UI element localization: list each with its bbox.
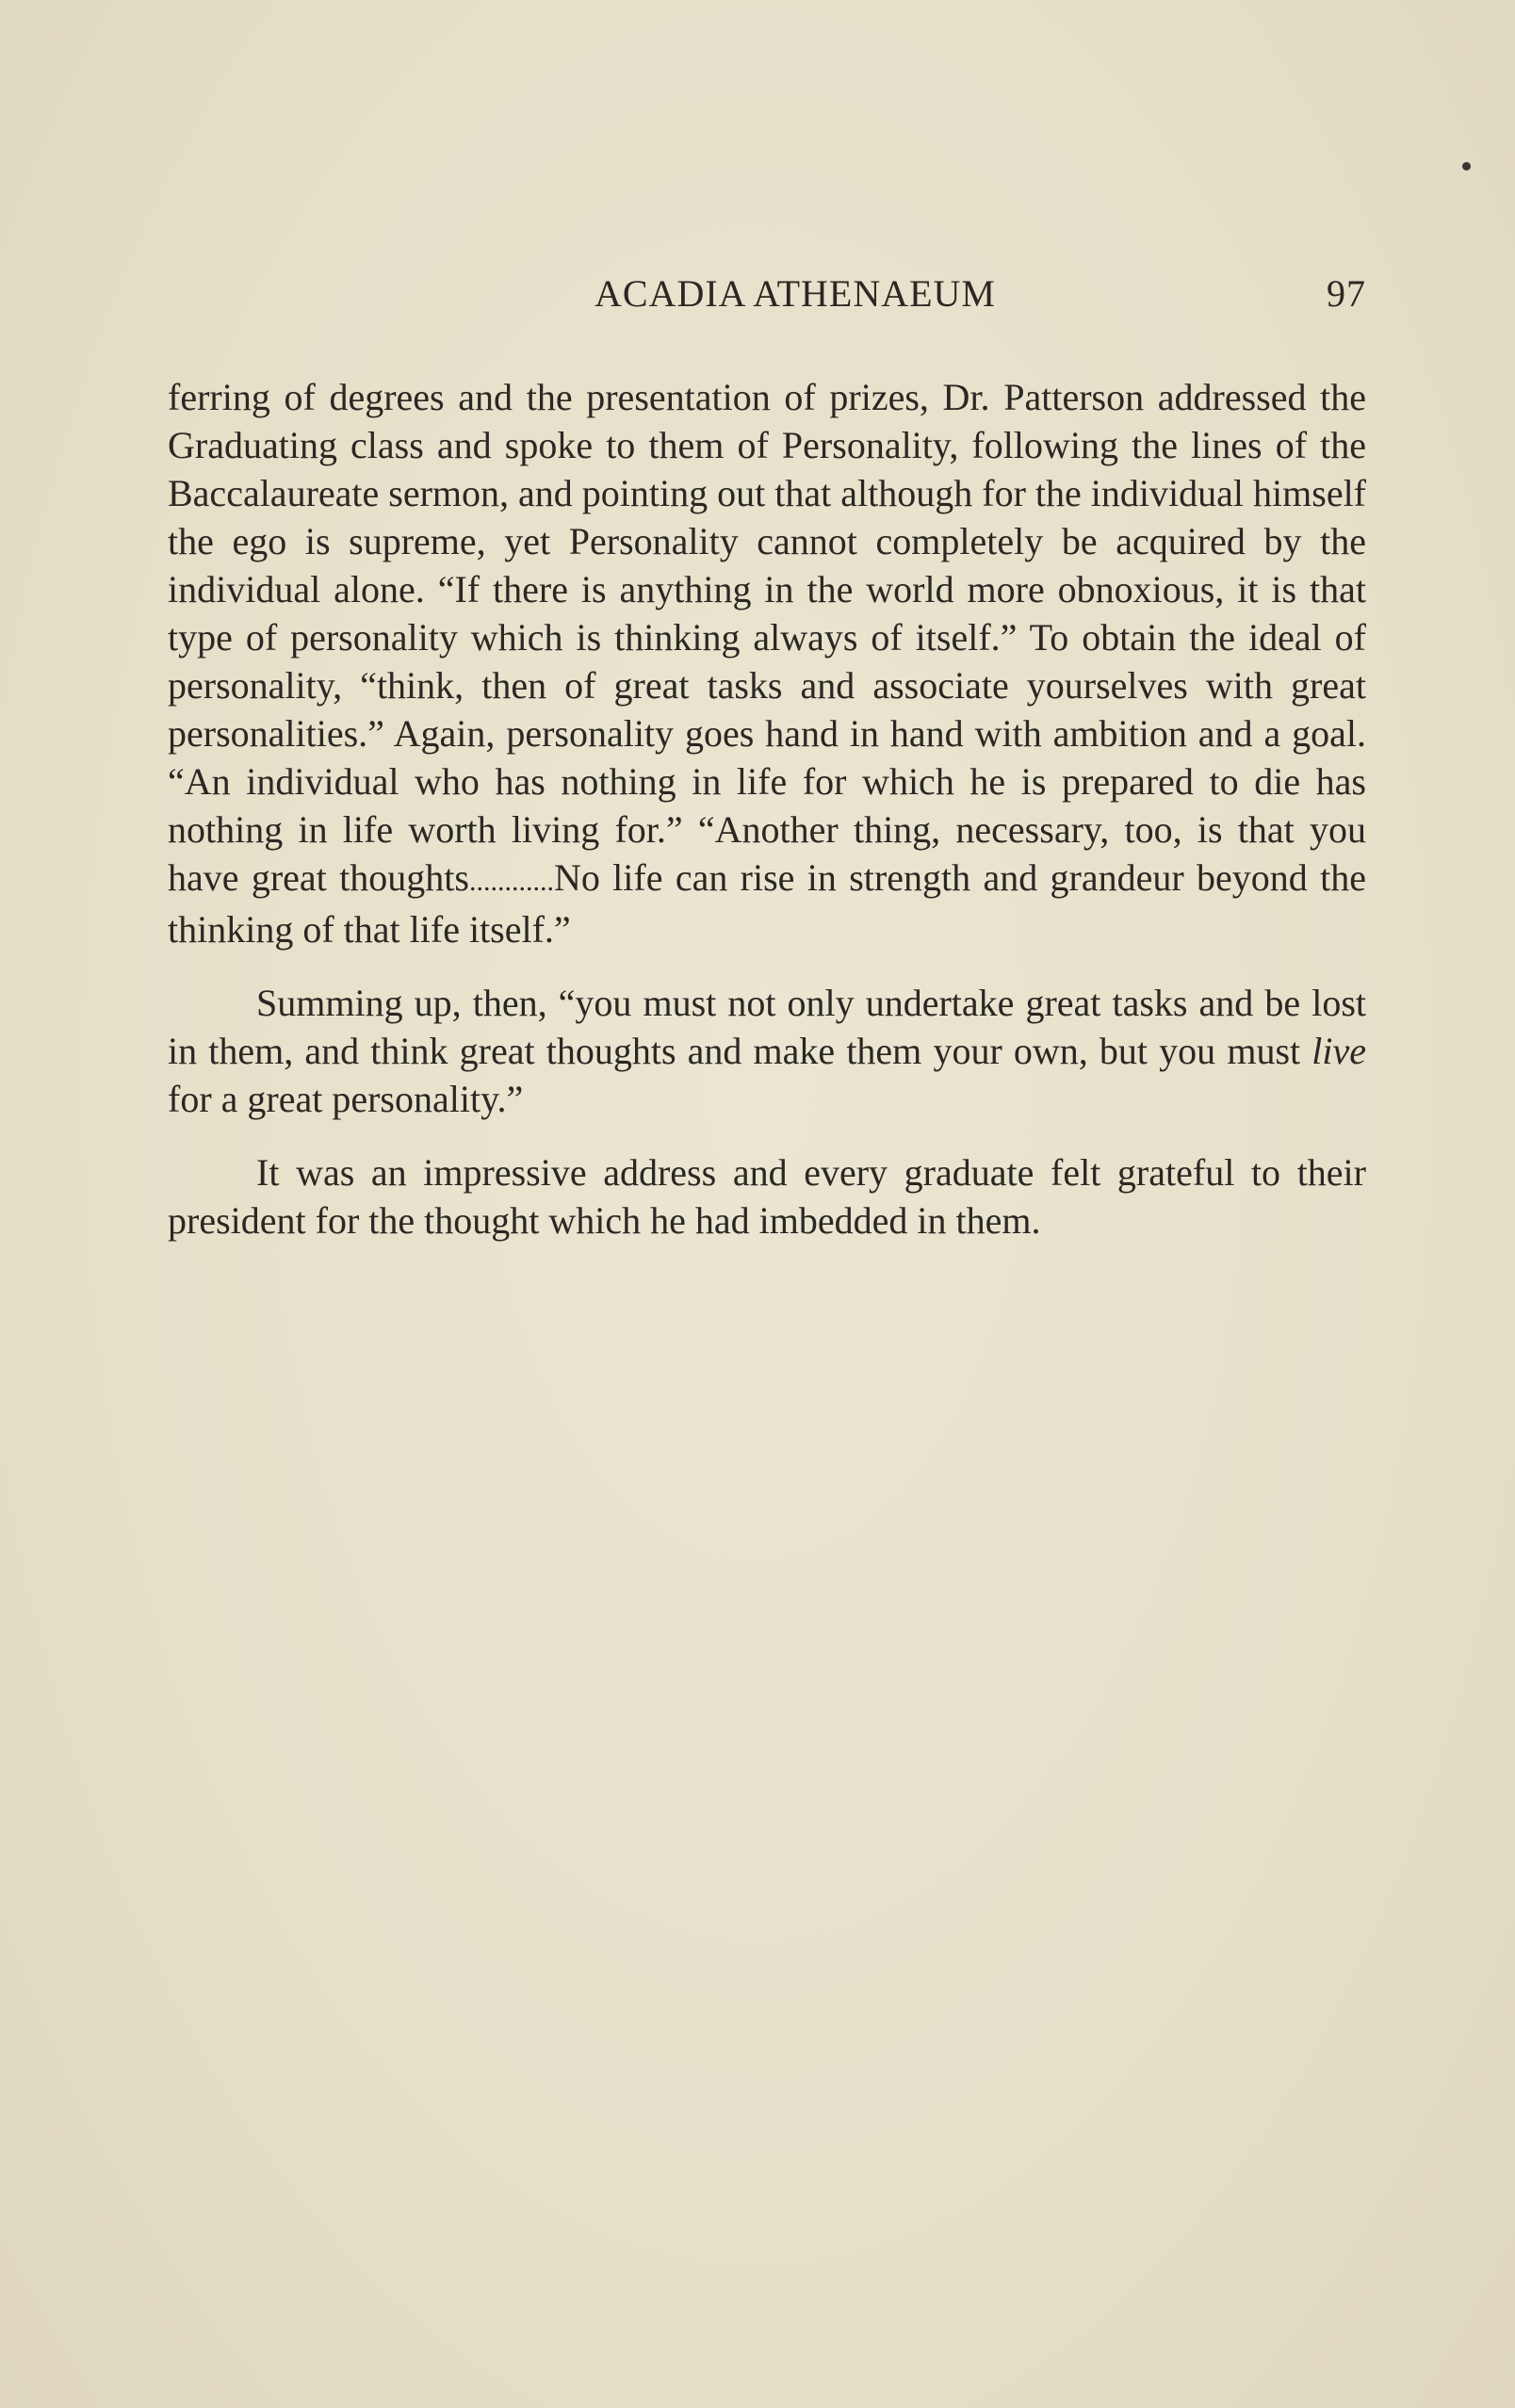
running-header (168, 271, 1366, 328)
article-body (168, 373, 1366, 1245)
paragraph-2-text-after: for a great personality.” (168, 1078, 524, 1120)
paragraph-2 (168, 979, 1366, 1123)
journal-title: ACADIA ATHENAEUM (595, 272, 996, 315)
paragraph-3 (168, 1148, 1366, 1245)
paragraph-1-text: ferring of degrees and the presentation of prizes, Dr. Patterson addressed the Graduating class and spoke to them of Personality, following the lines of the Baccalaureate sermon, and pointing out that although for the individual himself the ego is supreme, yet Personality cannot completely be acquired by the individual alone. “If there is anything in the world more obnoxious, it is that type of personality which is thinking always of itself.” To obtain the ideal of personality, “think, then of great tasks and associate yourselves with great personalities.” Again, personality goes hand in hand with ambition and a goal. “An individual who has nothing in life for which he is prepared to die has nothing in life worth living for.” “Another thing, necessary, too, is that you have great thoughts (168, 376, 1366, 899)
italic-word: live (1311, 1030, 1366, 1072)
paragraph-1 (168, 373, 1366, 953)
paragraph-2-text-before: Summing up, then, “you must not only undertake great tasks and be lost in them, and think great thoughts and make them your own, but you must (168, 982, 1366, 1072)
ellipsis-leader: ............ (468, 866, 554, 897)
ink-speck (1462, 162, 1471, 171)
paragraph-1-text-after: No life can rise in strength and grandeur beyond the thinking of that life itself.” (168, 856, 1366, 951)
paragraph-3-text: It was an impressive address and every graduate felt grateful to their president for the thought which he had imbedded in them. (168, 1151, 1366, 1242)
page-number: 97 (1327, 272, 1366, 315)
